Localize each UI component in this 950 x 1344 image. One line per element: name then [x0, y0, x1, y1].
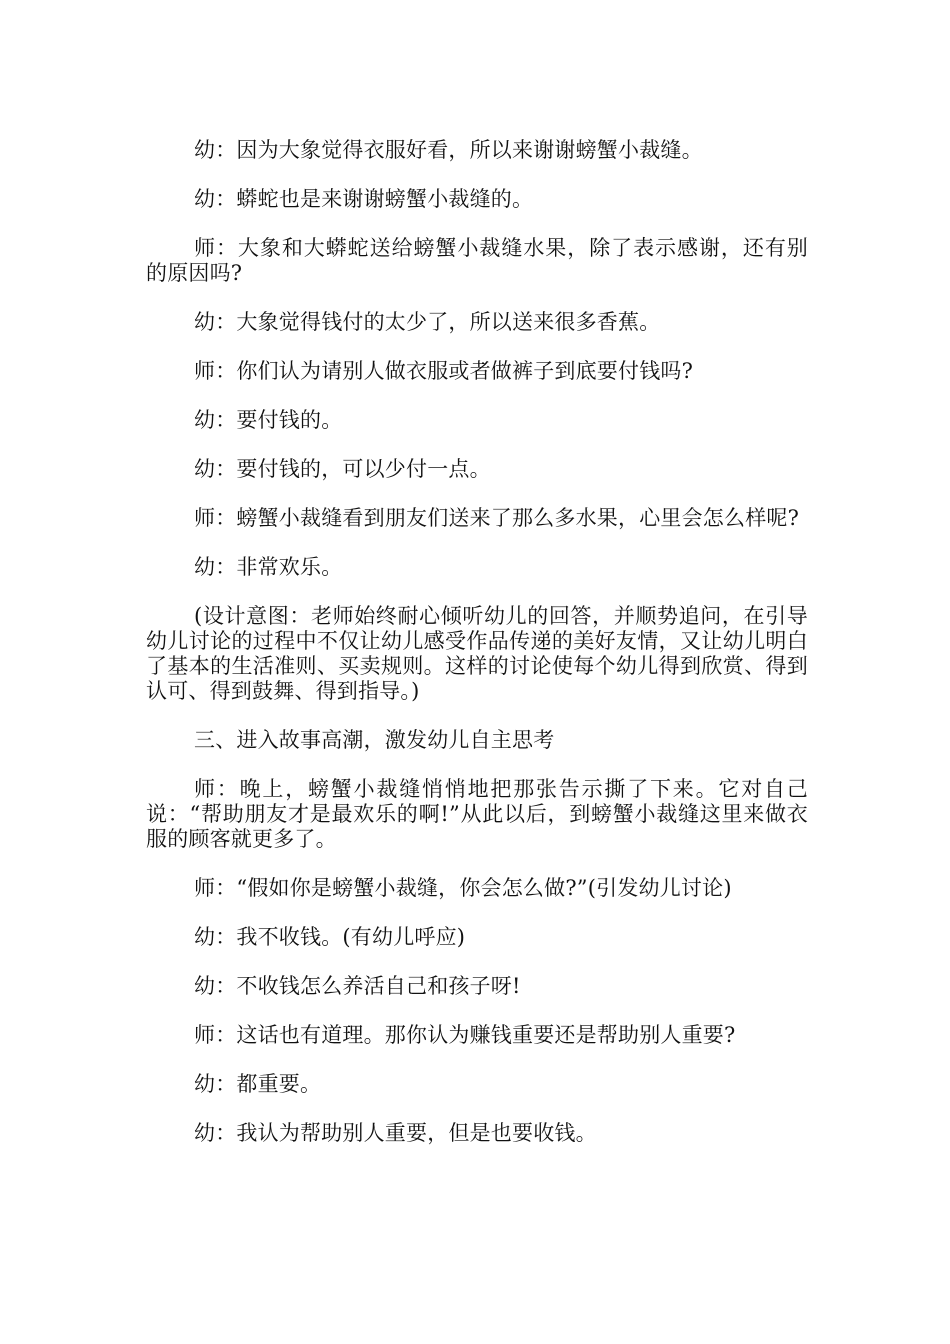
paragraph-18: 幼：我认为帮助别人重要，但是也要收钱。 — [194, 1121, 597, 1145]
paragraph-3: 师：大象和大蟒蛇送给螃蟹小裁缝水果，除了表示感谢，还有别的原因吗? — [146, 236, 808, 285]
paragraph-14: 幼：我不收钱。(有幼儿呼应) — [194, 925, 466, 949]
paragraph-13: 师：“假如你是螃蟹小裁缝，你会怎么做?”(引发幼儿讨论) — [194, 876, 732, 900]
paragraph-15: 幼：不收钱怎么养活自己和孩子呀! — [194, 974, 521, 998]
paragraph-8: 师：螃蟹小裁缝看到朋友们送来了那么多水果，心里会怎么样呢? — [194, 506, 800, 530]
paragraph-design-intent: (设计意图：老师始终耐心倾听幼儿的回答，并顺势追问，在引导幼儿讨论的过程中不仅让幼儿感受作品传递的美好友情，又让幼儿明白了基本的生活准则、买卖规则。这样的讨论使每个幼儿得到欣赏、得到认可、得到鼓舞、得到指导。) — [146, 604, 808, 703]
paragraph-1: 幼：因为大象觉得衣服好看，所以来谢谢螃蟹小裁缝。 — [194, 138, 703, 162]
paragraph-5: 师：你们认为请别人做衣服或者做裤子到底要付钱吗? — [194, 359, 694, 383]
paragraph-4: 幼：大象觉得钱付的太少了，所以送来很多香蕉。 — [194, 310, 661, 334]
paragraph-6: 幼：要付钱的。 — [194, 408, 343, 432]
paragraph-16: 师：这话也有道理。那你认为赚钱重要还是帮助别人重要? — [194, 1023, 736, 1047]
section-heading: 三、进入故事高潮，激发幼儿自主思考 — [194, 728, 555, 752]
paragraph-9: 幼：非常欢乐。 — [194, 555, 343, 579]
paragraph-17: 幼：都重要。 — [194, 1072, 322, 1096]
paragraph-7: 幼：要付钱的，可以少付一点。 — [194, 457, 491, 481]
paragraph-2: 幼：蟒蛇也是来谢谢螃蟹小裁缝的。 — [194, 187, 534, 211]
document-body — [146, 138, 808, 1170]
paragraph-12: 师：晚上，螃蟹小裁缝悄悄地把那张告示撕了下来。它对自己说：“帮助朋友才是最欢乐的啊!”从此以后，到螃蟹小裁缝这里来做衣服的顾客就更多了。 — [146, 777, 808, 851]
